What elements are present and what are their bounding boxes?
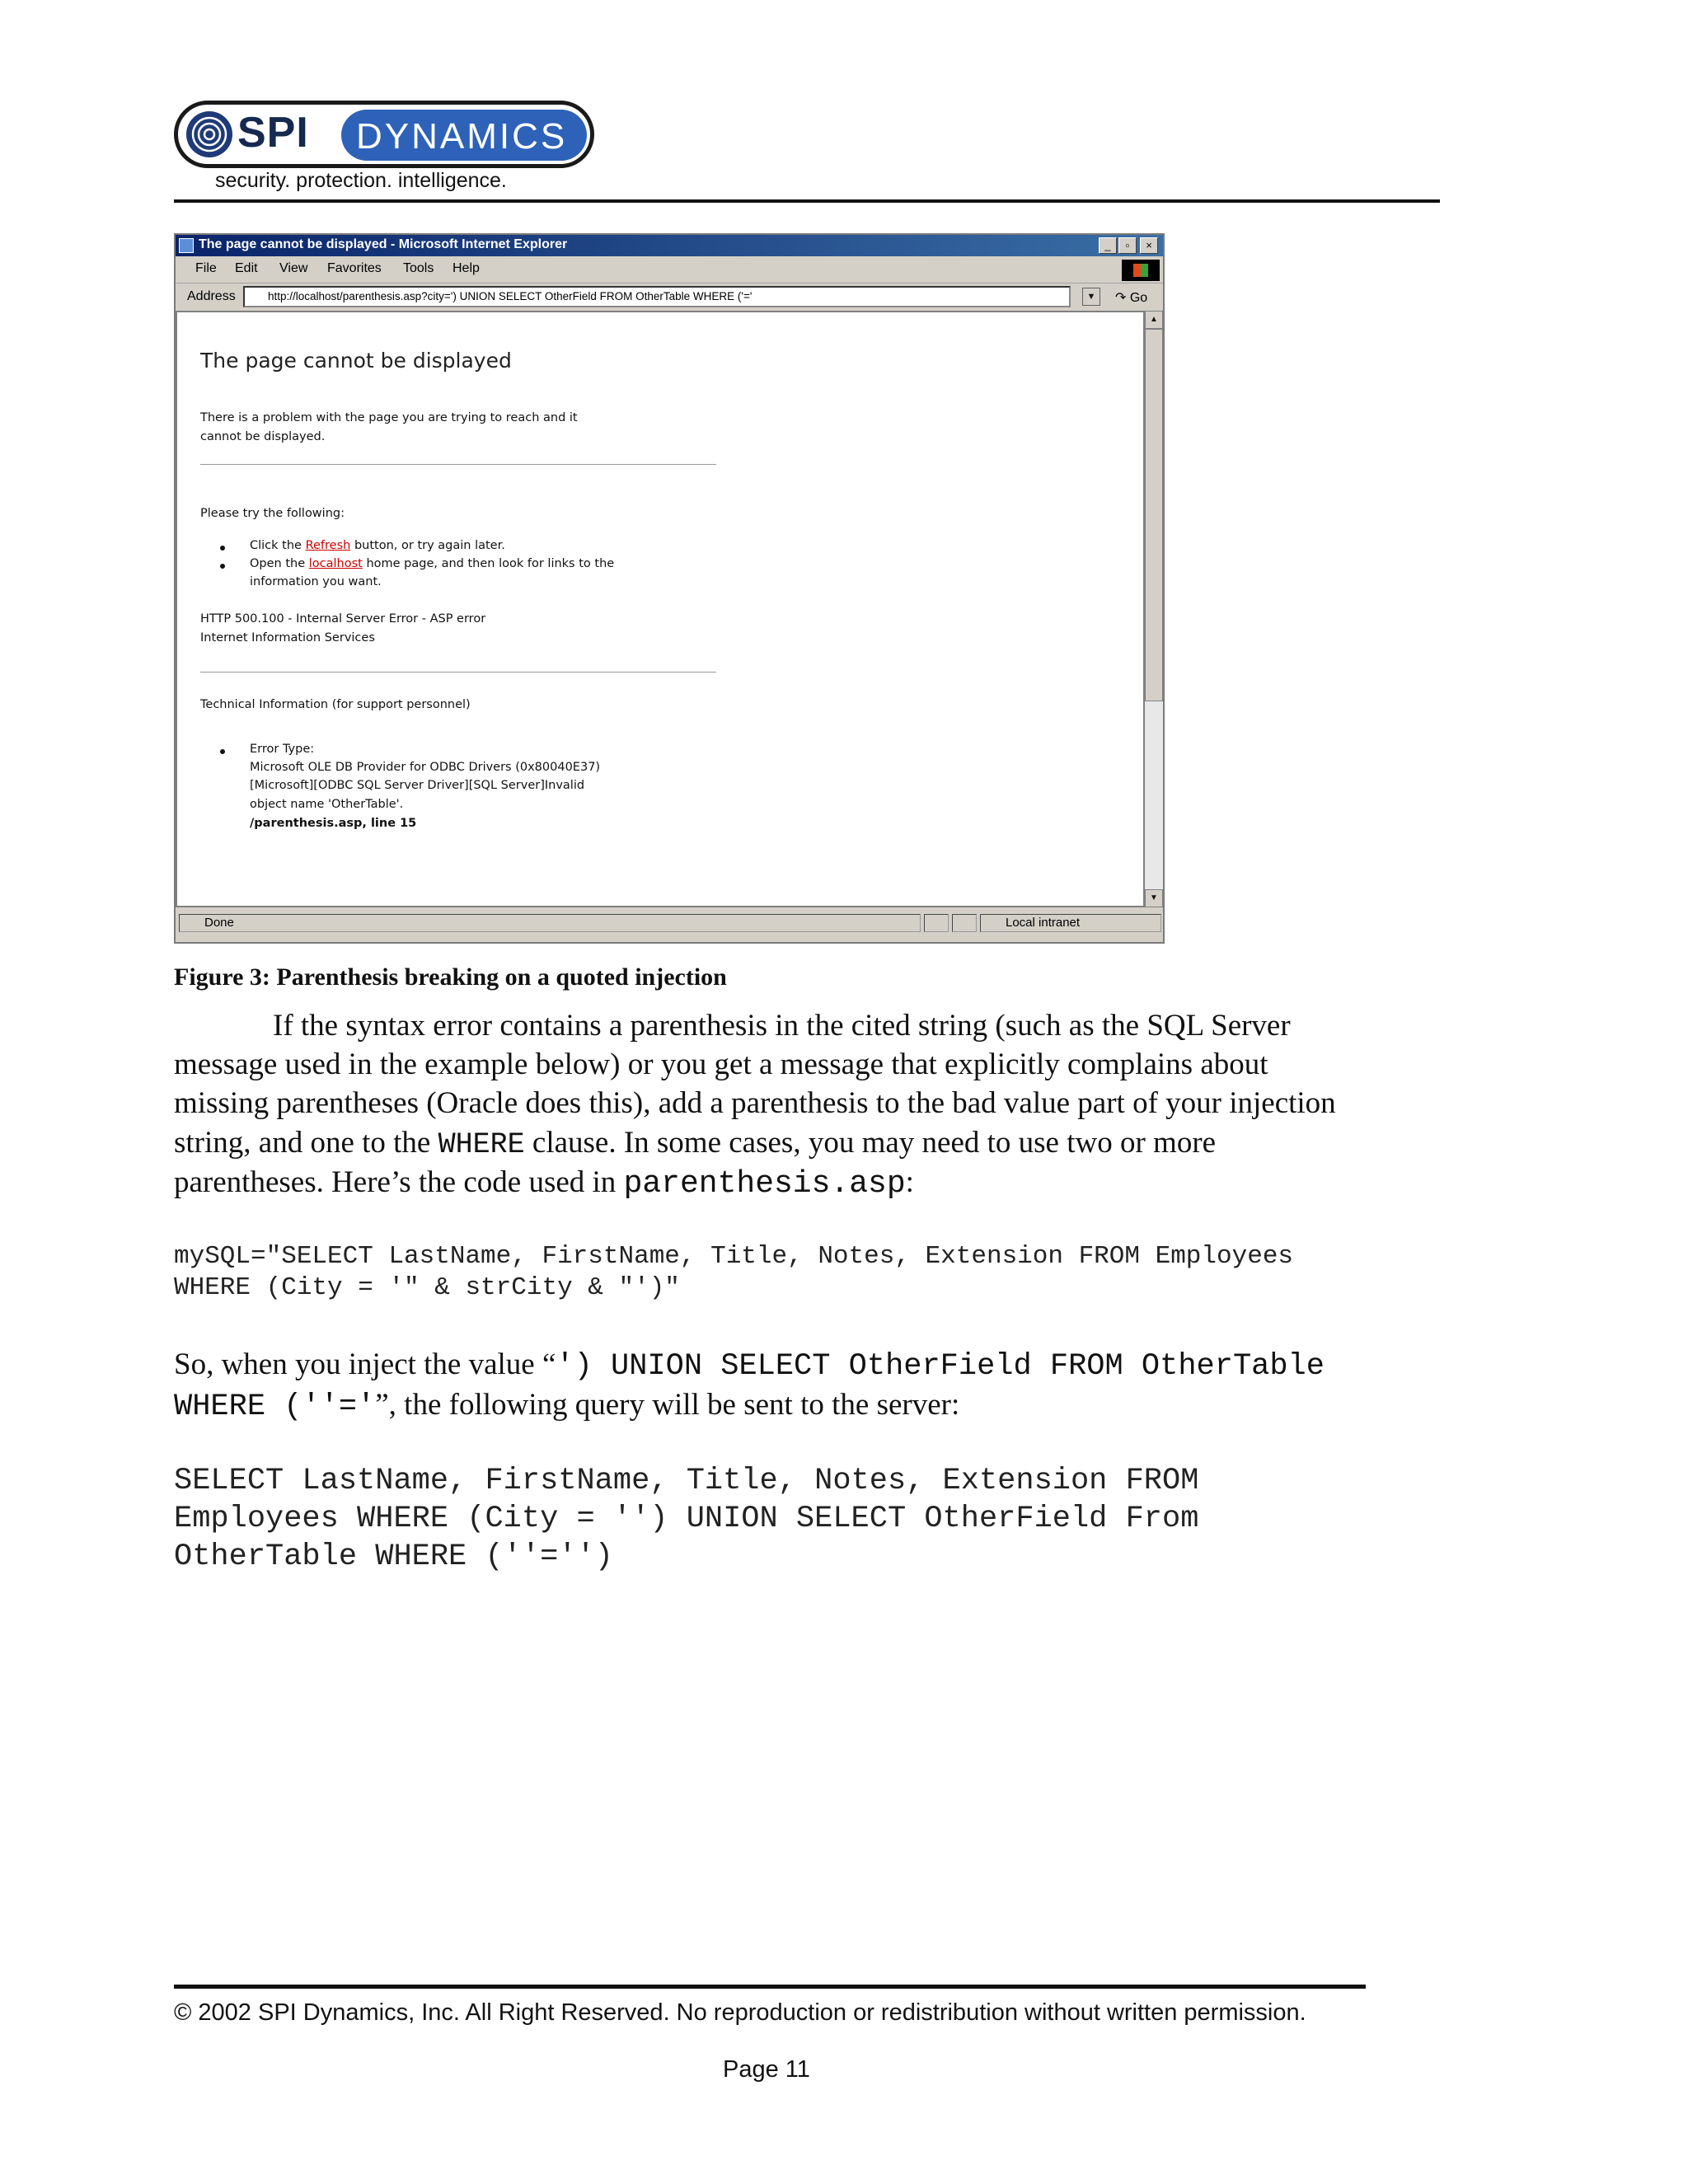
go-arrow-icon: ↷: [1115, 291, 1130, 305]
p2-line1-text: So, when you inject the value “: [174, 1347, 556, 1381]
p1-line4-text-end: clause. In some cases, you may need to use two or more: [524, 1126, 1217, 1160]
paragraph-1-line-1: If the syntax error contains a parenthesis in the cited string (such as the SQL Server: [273, 1009, 1291, 1043]
error-page-content: [176, 311, 1145, 907]
bullet2-text: Open the: [250, 557, 309, 570]
paragraph-2-line-1: [174, 1345, 1325, 1386]
bullet-refresh: [250, 539, 505, 552]
bullet1-text-end: button, or try again later.: [350, 539, 505, 552]
content-divider: [200, 672, 716, 673]
address-bar: [176, 283, 1163, 312]
menu-favorites[interactable]: Favorites: [327, 261, 382, 275]
error-location: /parenthesis.asp, line 15: [250, 817, 417, 830]
bullet-dot: [220, 564, 225, 569]
paragraph-1-line-5: [174, 1163, 914, 1203]
code-block-2-line-1: SELECT LastName, FirstName, Title, Notes, Extension FROM: [174, 1464, 1199, 1498]
http-error-line-2: Internet Information Services: [200, 631, 375, 644]
where-keyword: WHERE: [438, 1128, 525, 1161]
window-title: The page cannot be displayed - Microsoft Internet Explorer: [199, 237, 568, 251]
code-block-2-line-2: Employees WHERE (City = '') UNION SELECT OtherField From: [174, 1502, 1199, 1536]
code-block-1-line-1: mySQL="SELECT LastName, FirstName, Title, Notes, Extension FROM Employees: [174, 1242, 1294, 1271]
security-zone: Local intranet: [980, 914, 1161, 932]
footer-divider: [174, 1985, 1366, 1989]
status-text: Done: [179, 914, 921, 932]
window-title-bar: [176, 235, 1163, 256]
copyright-notice: © 2002 SPI Dynamics, Inc. All Right Reserved. No reproduction or redistribution without written permission.: [174, 1999, 1306, 2026]
go-button[interactable]: [1115, 289, 1147, 306]
vertical-scrollbar[interactable]: [1145, 311, 1163, 907]
bullet2-text-end: home page, and then look for links to the: [362, 557, 615, 570]
intro-line-2: cannot be displayed.: [200, 430, 326, 443]
bullet-dot: [220, 546, 225, 551]
scroll-down-arrow-icon[interactable]: ▼: [1145, 889, 1163, 907]
http-error-line-1: HTTP 500.100 - Internal Server Error - ASP error: [200, 612, 486, 626]
address-dropdown-icon[interactable]: ▼: [1082, 288, 1100, 306]
fingerprint-icon: [186, 111, 232, 157]
tech-heading: Technical Information (for support personnel): [200, 698, 471, 711]
logo-secondary-badge: [341, 110, 587, 161]
spi-dynamics-logo: [174, 101, 594, 168]
logo-secondary-text: DYNAMICS: [356, 116, 568, 157]
injection-code-end: WHERE (''=': [174, 1390, 376, 1424]
scroll-thumb[interactable]: [1145, 329, 1163, 701]
bullet1-text: Click the: [250, 539, 306, 552]
paragraph-1-line-3: missing parentheses (Oracle does this), add a parenthesis to the bad value part of your injection: [174, 1086, 1336, 1120]
windows-flag-icon: [1133, 264, 1148, 277]
maximize-button[interactable]: ▫: [1118, 237, 1137, 254]
logo-primary-text: SPI: [237, 109, 309, 157]
filename-code: parenthesis.asp: [623, 1166, 906, 1202]
status-bar: [176, 907, 1163, 944]
close-button[interactable]: ×: [1140, 237, 1158, 254]
code-block-2-line-3: OtherTable WHERE (''=''): [174, 1540, 613, 1574]
paragraph-1-line-2: message used in the example below) or you get a message that explicitly complains about: [174, 1047, 1268, 1081]
p1-line5-text: parentheses. Here’s the code used in: [174, 1165, 624, 1199]
error-line-1: Microsoft OLE DB Provider for ODBC Drivers (0x80040E37): [250, 761, 601, 774]
menu-file[interactable]: File: [195, 261, 217, 275]
windows-logo-icon: [1122, 260, 1160, 281]
bullet-localhost: [250, 557, 614, 570]
browser-window-screenshot: [174, 233, 1165, 944]
paragraph-1-line-4: [174, 1123, 1216, 1165]
code-block-1-line-2: WHERE (City = '" & strCity & "')": [174, 1273, 680, 1302]
page-number: Page 11: [723, 2056, 810, 2083]
refresh-link[interactable]: Refresh: [305, 539, 351, 552]
try-heading: Please try the following:: [200, 507, 345, 520]
p1-line4-text: string, and one to the: [174, 1126, 438, 1160]
intro-line-1: There is a problem with the page you are trying to reach and it: [200, 411, 578, 424]
menu-tools[interactable]: Tools: [403, 261, 434, 275]
address-label: Address: [187, 289, 236, 303]
error-line-2: [Microsoft][ODBC SQL Server Driver][SQL Server]Invalid: [250, 779, 585, 792]
localhost-link[interactable]: localhost: [308, 557, 363, 570]
error-type-label: Error Type:: [250, 743, 315, 756]
menu-help[interactable]: Help: [452, 261, 480, 275]
status-panel: [952, 914, 977, 932]
bullet-dot: [220, 749, 225, 754]
minimize-button[interactable]: _: [1099, 237, 1117, 254]
ie-icon: [179, 238, 194, 253]
menu-bar: [176, 256, 1163, 284]
content-divider: [200, 464, 716, 465]
error-heading: The page cannot be displayed: [200, 349, 512, 373]
menu-view[interactable]: View: [279, 261, 308, 275]
p2-line2-text: ”, the following query will be sent to the server:: [375, 1388, 960, 1422]
bullet2-line-2: information you want.: [250, 575, 382, 588]
paragraph-2-line-2: [174, 1385, 959, 1427]
figure-caption: Figure 3: Parenthesis breaking on a quoted injection: [174, 963, 727, 991]
scroll-up-arrow-icon[interactable]: ▲: [1145, 311, 1163, 329]
error-line-3: object name 'OtherTable'.: [250, 798, 404, 811]
address-input[interactable]: http://localhost/parenthesis.asp?city=') UNION SELECT OtherField FROM OtherTable WHERE ('=': [243, 286, 1071, 307]
p1-line5-text-end: :: [905, 1165, 914, 1199]
menu-edit[interactable]: Edit: [235, 261, 258, 275]
injection-code: ') UNION SELECT OtherField FROM OtherTable: [556, 1349, 1325, 1384]
logo-tagline: security. protection. intelligence.: [215, 169, 507, 192]
status-panel: [924, 914, 949, 932]
header-divider: [174, 199, 1440, 203]
go-label: Go: [1129, 291, 1148, 305]
